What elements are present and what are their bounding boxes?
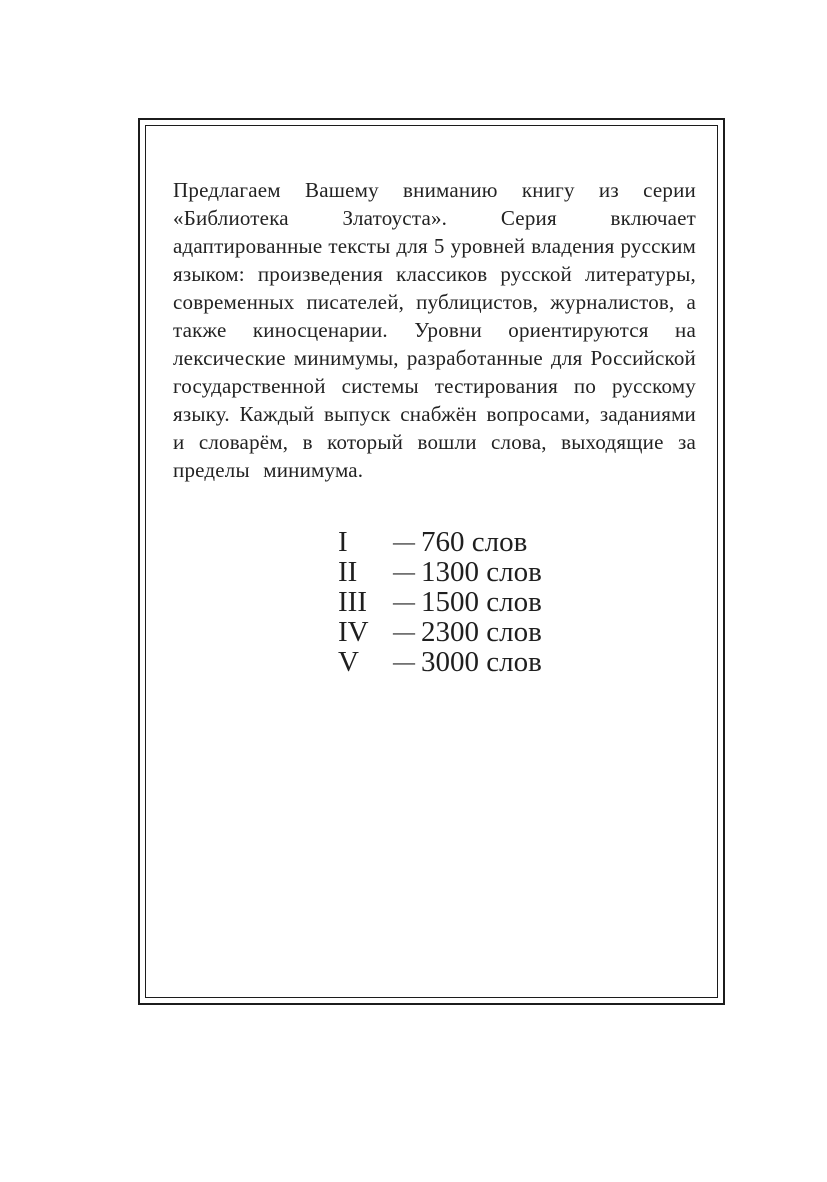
- level-word-count: 760 слов: [421, 526, 528, 558]
- paragraph-line: языком: произведения классиков русской литературы,: [173, 262, 696, 286]
- outer-border-frame: [138, 118, 725, 1005]
- paragraph-line: государственной системы тестирования по русскому: [173, 374, 696, 398]
- level-word-count: 1500 слов: [421, 586, 542, 618]
- inner-border-frame: [145, 125, 718, 998]
- paragraph-line: «Библиотека Златоуста». Серия включает: [173, 206, 696, 230]
- level-word-count: 1300 слов: [421, 556, 542, 588]
- level-row: [338, 647, 696, 677]
- paragraph-line: и словарём, в который вошли слова, выходящие за: [173, 430, 696, 454]
- level-row: [338, 587, 696, 617]
- page-content: [146, 126, 717, 997]
- level-numeral: V: [338, 646, 359, 678]
- level-numeral: IV: [338, 616, 369, 648]
- word-count-levels-list: [338, 527, 696, 677]
- level-dash: —: [393, 589, 415, 614]
- level-word-count: 2300 слов: [421, 616, 542, 648]
- level-word-count: 3000 слов: [421, 646, 542, 678]
- paragraph-line: пределы минимума.: [173, 458, 364, 482]
- level-row: [338, 527, 696, 557]
- level-numeral: I: [338, 526, 348, 558]
- paragraph-line: Предлагаем Вашему вниманию книгу из серии: [173, 178, 696, 202]
- paragraph-line: лексические минимумы, разработанные для Российской: [173, 346, 696, 370]
- paragraph-line: современных писателей, публицистов, журналистов, а: [173, 290, 696, 314]
- level-row: [338, 557, 696, 587]
- level-numeral: II: [338, 556, 358, 588]
- level-dash: —: [393, 559, 415, 584]
- paragraph-line: также киносценарии. Уровни ориентируются на: [173, 318, 696, 342]
- level-dash: —: [393, 649, 415, 674]
- level-dash: —: [393, 619, 415, 644]
- paragraph-line: языку. Каждый выпуск снабжён вопросами, заданиями: [173, 402, 696, 426]
- level-numeral: III: [338, 586, 367, 618]
- level-dash: —: [393, 529, 415, 554]
- level-row: [338, 617, 696, 647]
- series-description-paragraph: [173, 176, 696, 484]
- paragraph-line: адаптированные тексты для 5 уровней владения русским: [173, 234, 696, 258]
